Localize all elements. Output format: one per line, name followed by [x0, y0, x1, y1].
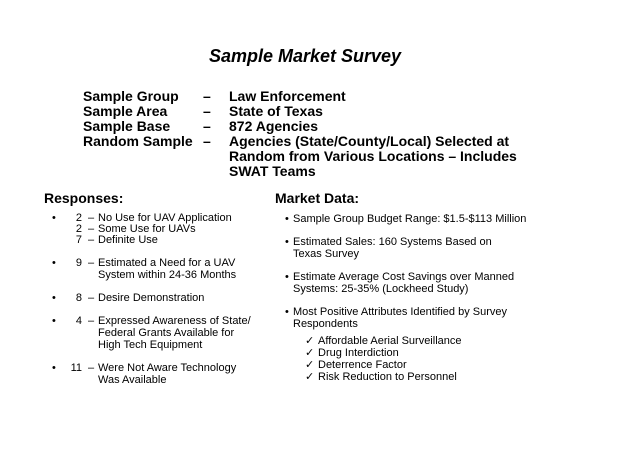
bullet-icon: • [285, 271, 289, 283]
market-line: Estimate Average Cost Savings over Manned [293, 271, 515, 283]
response-count: 2 [75, 223, 82, 235]
bullet-icon: • [52, 212, 56, 224]
response-subitem [52, 235, 267, 246]
response-count: 11 [70, 362, 82, 374]
attribute-text: Risk Reduction to Personnel [318, 371, 457, 383]
market-item [285, 271, 585, 295]
checkmark-icon: ✓ [305, 359, 315, 371]
response-count: 9 [75, 257, 82, 269]
bullet-icon: • [52, 292, 56, 304]
response-line: High Tech Equipment [98, 339, 203, 351]
summary-row [83, 164, 529, 179]
summary-dash [203, 164, 229, 179]
market-data-heading: Market Data: [275, 190, 360, 206]
attribute-item [305, 335, 585, 347]
bullet-icon: • [285, 306, 289, 318]
bullet-icon: • [52, 257, 56, 269]
summary-value: Random from Various Locations – Includes [229, 148, 517, 164]
summary-dash [203, 149, 229, 164]
response-count: 7 [75, 234, 82, 246]
page-title: Sample Market Survey [208, 46, 402, 66]
response-text: Some Use for UAVs [98, 223, 196, 235]
summary-value: Agencies (State/County/Local) Selected at [229, 133, 510, 149]
dash: – [87, 257, 95, 269]
market-line: Most Positive Attributes Identified by Survey [293, 306, 507, 318]
checkmark-icon: ✓ [305, 347, 315, 359]
attribute-text: Deterrence Factor [318, 359, 407, 371]
summary-row [83, 119, 529, 134]
dash: – [87, 223, 95, 235]
market-line: Texas Survey [293, 248, 360, 260]
summary-dash: – [203, 118, 211, 134]
response-text: No Use for UAV Application [98, 212, 232, 224]
summary-label: Sample Base [83, 118, 171, 134]
summary-value: State of Texas [229, 103, 323, 119]
attribute-item [305, 359, 585, 371]
attribute-text: Affordable Aerial Surveillance [318, 335, 462, 347]
dash: – [87, 315, 95, 327]
response-line: System within 24-36 Months [98, 269, 237, 281]
response-count: 4 [75, 315, 82, 327]
responses-list [52, 212, 267, 397]
market-data-list [285, 213, 585, 383]
response-line: Were Not Aware Technology [98, 362, 237, 374]
bullet-icon: • [285, 213, 289, 225]
market-line: Sample Group Budget Range: $1.5-$113 Million [293, 213, 527, 225]
response-item [52, 257, 267, 281]
summary-value: 872 Agencies [229, 118, 318, 134]
response-text: Definite Use [98, 234, 158, 246]
bullet-icon: • [52, 315, 56, 327]
bullet-icon: • [52, 362, 56, 374]
response-line: Federal Grants Available for [98, 327, 235, 339]
summary-row [83, 149, 529, 164]
response-count: 2 [75, 212, 82, 224]
market-item [285, 236, 585, 260]
summary-value: SWAT Teams [229, 163, 316, 179]
dash: – [87, 234, 95, 246]
market-item [285, 213, 585, 225]
response-count: 8 [75, 292, 82, 304]
summary-dash: – [203, 103, 211, 119]
response-line: Expressed Awareness of State/ [98, 315, 251, 327]
checkmark-icon: ✓ [305, 371, 315, 383]
summary-label: Sample Group [83, 88, 179, 104]
response-item [52, 362, 267, 386]
response-item [52, 292, 267, 304]
summary-value: Law Enforcement [229, 88, 346, 104]
summary-label [83, 149, 203, 164]
response-line: Was Available [98, 374, 167, 386]
market-item [285, 306, 585, 330]
attribute-text: Drug Interdiction [318, 347, 399, 359]
attribute-item [305, 371, 585, 383]
summary-label: Sample Area [83, 103, 168, 119]
summary-dash: – [203, 133, 211, 149]
response-subitem [52, 224, 267, 235]
market-line: Respondents [293, 318, 358, 330]
market-line: Estimated Sales: 160 Systems Based on [293, 236, 492, 248]
response-line: Desire Demonstration [98, 292, 205, 304]
summary-label: Random Sample [83, 133, 193, 149]
summary-label [83, 164, 203, 179]
responses-heading: Responses: [44, 190, 124, 206]
summary-row [83, 134, 529, 149]
market-line: Systems: 25-35% (Lockheed Study) [293, 283, 469, 295]
dash: – [87, 362, 95, 374]
dash: – [87, 292, 95, 304]
summary-row [83, 104, 529, 119]
survey-summary [83, 89, 529, 179]
attribute-list [305, 335, 585, 383]
summary-row [83, 89, 529, 104]
response-item [52, 315, 267, 351]
attribute-item [305, 347, 585, 359]
dash: – [87, 212, 95, 224]
bullet-icon: • [285, 236, 289, 248]
checkmark-icon: ✓ [305, 335, 315, 347]
summary-dash: – [203, 88, 211, 104]
response-line: Estimated a Need for a UAV [98, 257, 236, 269]
